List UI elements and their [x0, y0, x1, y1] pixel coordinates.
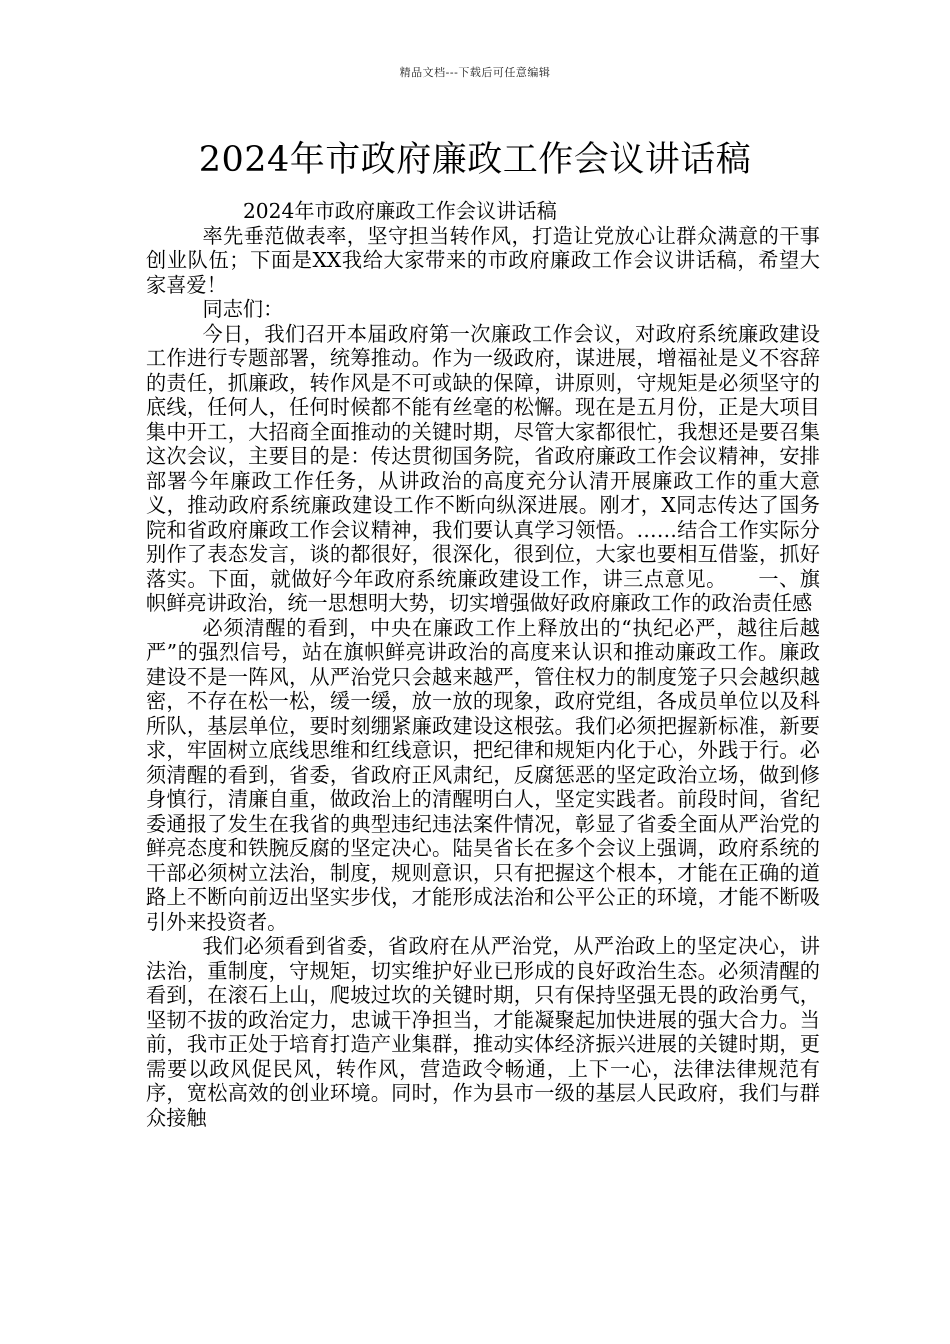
body-subtitle: 2024年市政府廉政工作会议讲话稿 — [242, 199, 557, 223]
document-body — [146, 199, 820, 1130]
body-paragraph-intro: 率先垂范做表率，坚守担当转作风，打造让党放心让群众满意的干事创业队伍；下面是XX我给大家带来的市政府廉政工作会议讲话稿，希望大家喜爱！ — [146, 223, 820, 297]
body-paragraph-1: 今日，我们召开本届政府第一次廉政工作会议，对政府系统廉政建设工作进行专题部署，统筹推动。作为一级政府，谋进展，增福祉是义不容辞的责任，抓廉政，转作风是不可或缺的保障，讲原则，守规矩是必须坚守的底线，任何人，任何时候都不能有丝毫的松懈。现在是五月份，正是大项目集中开工，大招商全面推动的关键时期，尽管大家都很忙，我想还是要召集这次会议，主要目的是：传达贯彻国务院，省政府廉政工作会议精神，安排部署今年廉政工作任务，从讲政治的高度充分认清开展廉政工作的重大意义，推动政府系统廉政建设工作不断向纵深进展。刚才，X同志传达了国务院和省政府廉政工作会议精神，我们要认真学习领悟。……结合工作实际分别作了表态发言，谈的都很好，很深化，很到位，大家也要相互借鉴，抓好落实。下面，就做好今年政府系统廉政建设工作，讲三点意见。 一、旗帜鲜亮讲政治，统一思想明大势，切实增强做好政府廉政工作的政治责任感 — [146, 321, 820, 615]
body-paragraph-2: 必须清醒的看到，中央在廉政工作上释放出的“执纪必严，越往后越严”的强烈信号，站在旗帜鲜亮讲政治的高度来认识和推动廉政工作。廉政建设不是一阵风，从严治党只会越来越严，管住权力的制度笼子只会越织越密，不存在松一松，缓一缓，放一放的现象，政府党组，各成员单位以及科所队，基层单位，要时刻绷紧廉政建设这根弦。我们必须把握新标准，新要求，牢固树立底线思维和红线意识，把纪律和规矩内化于心，外践于行。必须清醒的看到，省委，省政府正风肃纪，反腐惩恶的坚定政治立场，做到修身慎行，清廉自重，做政治上的清醒明白人，坚定实践者。前段时间，省纪委通报了发生在我省的典型违纪违法案件情况，彰显了省委全面从严治党的鲜亮态度和铁腕反腐的坚定决心。陆昊省长在多个会议上强调，政府系统的干部必须树立法治，制度，规则意识，只有把握这个根本，才能在正确的道路上不断向前迈出坚实步伐，才能形成法治和公平公正的环境，才能不断吸引外来投资者。 — [146, 615, 820, 934]
body-paragraph-3: 我们必须看到省委，省政府在从严治党，从严治政上的坚定决心，讲法治，重制度，守规矩，切实维护好业已形成的良好政治生态。必须清醒的看到，在滚石上山，爬坡过坎的关键时期，只有保持坚强无畏的政治勇气，坚韧不拔的政治定力，忠诚干净担当，才能凝聚起加快进展的强大合力。当前，我市正处于培育打造产业集群，推动实体经济振兴进展的关键时期，更需要以政风促民风，转作风，营造政令畅通，上下一心，法律法律规范有序，宽松高效的创业环境。同时，作为县市一级的基层人民政府，我们与群众接触 — [146, 934, 820, 1130]
body-paragraph-salutation: 同志们： — [202, 297, 284, 321]
header-note: 精品文档---下载后可任意编辑 — [399, 66, 551, 79]
document-title: 2024年市政府廉政工作会议讲话稿 — [198, 140, 752, 180]
